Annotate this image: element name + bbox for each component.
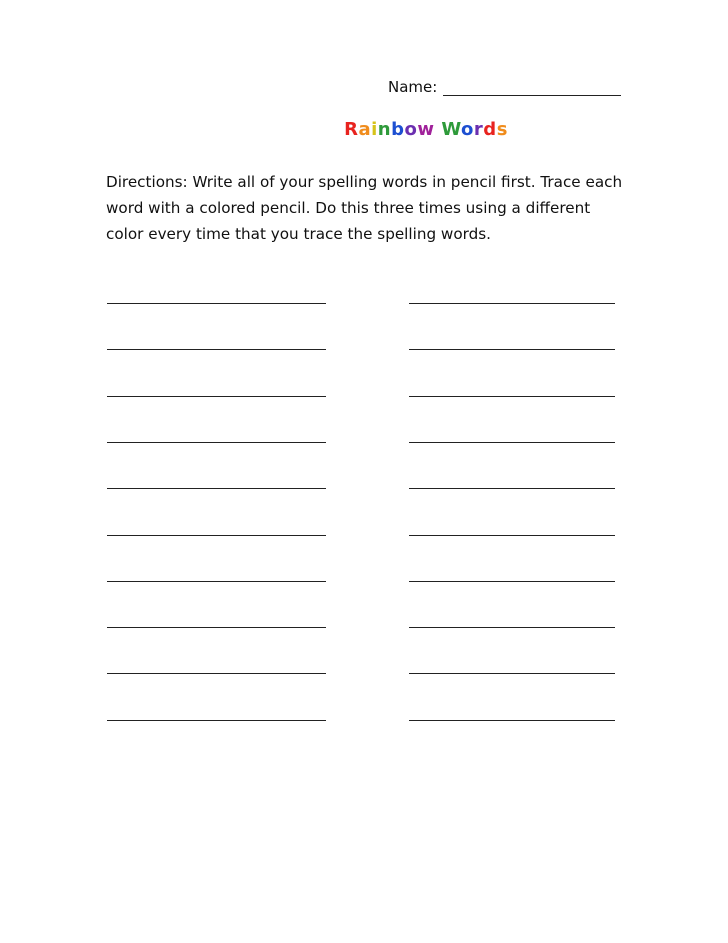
spelling-line-left[interactable] xyxy=(107,535,326,536)
spelling-line-left[interactable] xyxy=(107,349,326,350)
title-letter: W xyxy=(441,119,462,140)
directions-text: Directions: Write all of your spelling words in pencil first. Trace each word with a colored pencil. Do this three times using a different color every time that you trace the spelling words. xyxy=(106,173,623,243)
name-field[interactable] xyxy=(443,80,621,96)
spelling-line-right[interactable] xyxy=(409,581,615,582)
spelling-line-left[interactable] xyxy=(107,627,326,628)
spelling-line-left[interactable] xyxy=(107,720,326,721)
spelling-line-right[interactable] xyxy=(409,627,615,628)
spelling-line-right[interactable] xyxy=(409,442,615,443)
spelling-line-right[interactable] xyxy=(409,303,615,304)
title-letter: R xyxy=(344,119,359,140)
title-letter: o xyxy=(404,119,418,140)
spelling-line-right[interactable] xyxy=(409,673,615,674)
name-label: Name: xyxy=(388,78,438,96)
spelling-line-right[interactable] xyxy=(409,488,615,489)
title-letter: b xyxy=(391,119,405,140)
title-letter: d xyxy=(483,119,497,140)
title-letter: o xyxy=(461,119,474,140)
spelling-line-right[interactable] xyxy=(409,720,615,721)
page-title xyxy=(0,119,728,140)
title-letter: s xyxy=(496,119,508,140)
spelling-line-left[interactable] xyxy=(107,396,326,397)
spelling-line-left[interactable] xyxy=(107,303,326,304)
name-row xyxy=(388,74,621,96)
spelling-line-right[interactable] xyxy=(409,535,615,536)
spelling-line-left[interactable] xyxy=(107,488,326,489)
spelling-line-right[interactable] xyxy=(409,396,615,397)
title-letter: n xyxy=(377,119,392,140)
spelling-line-left[interactable] xyxy=(107,581,326,582)
title-letter: a xyxy=(358,119,372,140)
title-letter: w xyxy=(417,119,435,140)
spelling-line-left[interactable] xyxy=(107,442,326,443)
title-letter: r xyxy=(473,119,484,140)
spelling-line-left[interactable] xyxy=(107,673,326,674)
spelling-line-right[interactable] xyxy=(409,349,615,350)
title-letter: i xyxy=(371,119,378,140)
